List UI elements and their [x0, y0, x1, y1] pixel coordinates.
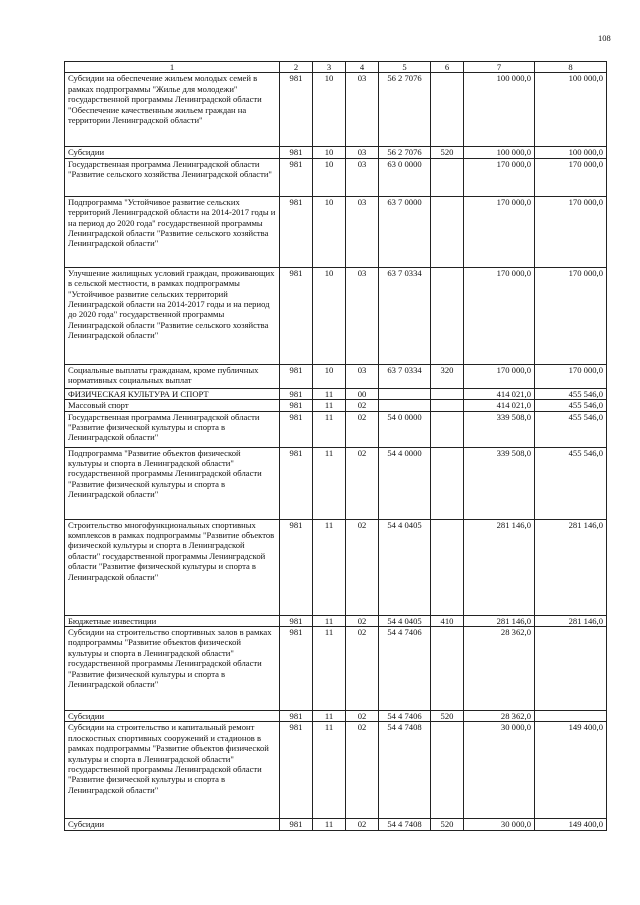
header-cell: 3 — [313, 62, 346, 73]
row-name: Социальные выплаты гражданам, кроме публичных нормативных социальных выплат — [65, 364, 280, 388]
header-row — [65, 62, 607, 73]
subsection-code: 02 — [346, 615, 379, 626]
row-name: Государственная программа Ленинградской области "Развитие физической культуры и спорта в Ленинградской области" — [65, 411, 280, 447]
ministry-code: 981 — [280, 267, 313, 364]
expense-kind-code — [431, 519, 464, 615]
section-code: 11 — [313, 411, 346, 447]
program-code: 63 0 0000 — [379, 158, 431, 196]
amount-year2 — [535, 627, 607, 711]
expense-kind-code: 320 — [431, 364, 464, 388]
ministry-code: 981 — [280, 411, 313, 447]
table-row — [65, 615, 607, 626]
expense-kind-code — [431, 388, 464, 399]
ministry-code: 981 — [280, 519, 313, 615]
amount-year2: 149 400,0 — [535, 722, 607, 819]
ministry-code: 981 — [280, 196, 313, 267]
section-code: 10 — [313, 158, 346, 196]
header-cell: 7 — [464, 62, 535, 73]
subsection-code: 02 — [346, 711, 379, 722]
section-code: 10 — [313, 147, 346, 158]
row-name: Строительство многофункциональных спортивных комплексов в рамках подпрограммы "Развитие объектов физической культуры и спорта в Ленинградской области" государственной программы Ленинградской области "Развитие физической культуры и спорта в Ленинградской области" — [65, 519, 280, 615]
subsection-code: 03 — [346, 364, 379, 388]
subsection-code: 00 — [346, 388, 379, 399]
amount-year2: 100 000,0 — [535, 73, 607, 147]
program-code: 54 4 7406 — [379, 711, 431, 722]
subsection-code: 03 — [346, 158, 379, 196]
amount-year1: 281 146,0 — [464, 615, 535, 626]
table-row — [65, 364, 607, 388]
expense-kind-code — [431, 400, 464, 411]
row-name: Улучшение жилищных условий граждан, проживающих в сельской местности, в рамках подпрограммы "Устойчивое развитие сельских территорий Ленинградской области на 2014-2017 годы и на период до 2020 года" государственной программы Ленинградской области "Развитие сельского хозяйства Ленинградской области" — [65, 267, 280, 364]
section-code: 10 — [313, 364, 346, 388]
section-code: 11 — [313, 400, 346, 411]
table-row — [65, 388, 607, 399]
program-code: 54 4 7406 — [379, 627, 431, 711]
table-row — [65, 711, 607, 722]
row-name: Подпрограмма "Развитие объектов физической культуры и спорта в Ленинградской области" государственной программы Ленинградской области "Развитие физической культуры и спорта в Ленинградской области" — [65, 447, 280, 519]
header-cell: 8 — [535, 62, 607, 73]
table-row — [65, 267, 607, 364]
header-cell: 5 — [379, 62, 431, 73]
program-code: 54 4 0405 — [379, 615, 431, 626]
table-row — [65, 147, 607, 158]
expense-kind-code — [431, 627, 464, 711]
table-row — [65, 411, 607, 447]
subsection-code: 03 — [346, 267, 379, 364]
amount-year2: 455 546,0 — [535, 388, 607, 399]
amount-year2: 170 000,0 — [535, 364, 607, 388]
program-code: 63 7 0334 — [379, 364, 431, 388]
ministry-code: 981 — [280, 388, 313, 399]
row-name: Субсидии на обеспечение жильем молодых семей в рамках подпрограммы "Жилье для молодежи" государственной программы Ленинградской области "Обеспечение качественным жильем граждан на территории Ленинградской области" — [65, 73, 280, 147]
amount-year2: 149 400,0 — [535, 819, 607, 830]
expense-kind-code — [431, 158, 464, 196]
amount-year1: 30 000,0 — [464, 722, 535, 819]
amount-year1: 170 000,0 — [464, 196, 535, 267]
expense-kind-code — [431, 411, 464, 447]
expense-kind-code — [431, 722, 464, 819]
header-cell: 4 — [346, 62, 379, 73]
amount-year2: 281 146,0 — [535, 519, 607, 615]
row-name: Субсидии на строительство спортивных залов в рамках подпрограммы "Развитие объектов физической культуры и спорта в Ленинградской области" государственной программы Ленинградской области "Развитие физической культуры и спорта в Ленинградской области" — [65, 627, 280, 711]
expense-kind-code: 520 — [431, 147, 464, 158]
program-code — [379, 400, 431, 411]
amount-year1: 100 000,0 — [464, 73, 535, 147]
ministry-code: 981 — [280, 400, 313, 411]
page-number: 108 — [598, 33, 611, 43]
subsection-code: 02 — [346, 519, 379, 615]
expense-kind-code: 410 — [431, 615, 464, 626]
amount-year1: 414 021,0 — [464, 388, 535, 399]
amount-year1: 100 000,0 — [464, 147, 535, 158]
subsection-code: 03 — [346, 196, 379, 267]
subsection-code: 02 — [346, 447, 379, 519]
section-code: 11 — [313, 388, 346, 399]
row-name: Подпрограмма "Устойчивое развитие сельских территорий Ленинградской области на 2014-2017 годы и на период до 2020 года" государственной программы Ленинградской области "Развитие сельского хозяйства Ленинградской области" — [65, 196, 280, 267]
section-code: 10 — [313, 267, 346, 364]
subsection-code: 02 — [346, 400, 379, 411]
row-name: Субсидии — [65, 711, 280, 722]
expense-kind-code — [431, 447, 464, 519]
program-code: 54 4 0405 — [379, 519, 431, 615]
section-code: 11 — [313, 519, 346, 615]
program-code: 54 0 0000 — [379, 411, 431, 447]
program-code: 63 7 0334 — [379, 267, 431, 364]
table-row — [65, 400, 607, 411]
amount-year1: 170 000,0 — [464, 267, 535, 364]
subsection-code: 02 — [346, 819, 379, 830]
table-row — [65, 722, 607, 819]
subsection-code: 02 — [346, 411, 379, 447]
table-row — [65, 73, 607, 147]
amount-year1: 170 000,0 — [464, 364, 535, 388]
amount-year2: 100 000,0 — [535, 147, 607, 158]
row-name: ФИЗИЧЕСКАЯ КУЛЬТУРА И СПОРТ — [65, 388, 280, 399]
section-code: 11 — [313, 447, 346, 519]
amount-year2: 281 146,0 — [535, 615, 607, 626]
amount-year2: 455 546,0 — [535, 400, 607, 411]
program-code — [379, 388, 431, 399]
table-row — [65, 158, 607, 196]
ministry-code: 981 — [280, 615, 313, 626]
ministry-code: 981 — [280, 158, 313, 196]
row-name: Субсидии на строительство и капитальный ремонт плоскостных спортивных сооружений и стадионов в рамках подпрограммы "Развитие объектов физической культуры и спорта в Ленинградской области" государственной программы Ленинградской области "Развитие физической культуры и спорта в Ленинградской области" — [65, 722, 280, 819]
subsection-code: 02 — [346, 722, 379, 819]
program-code: 54 4 7408 — [379, 722, 431, 819]
ministry-code: 981 — [280, 711, 313, 722]
header-cell: 6 — [431, 62, 464, 73]
amount-year2: 455 546,0 — [535, 411, 607, 447]
expense-kind-code: 520 — [431, 711, 464, 722]
section-code: 11 — [313, 819, 346, 830]
amount-year1: 28 362,0 — [464, 627, 535, 711]
amount-year1: 339 508,0 — [464, 411, 535, 447]
subsection-code: 03 — [346, 73, 379, 147]
budget-table — [64, 61, 607, 831]
ministry-code: 981 — [280, 447, 313, 519]
section-code: 11 — [313, 615, 346, 626]
row-name: Субсидии — [65, 819, 280, 830]
header-cell: 1 — [65, 62, 280, 73]
subsection-code: 02 — [346, 627, 379, 711]
program-code: 63 7 0000 — [379, 196, 431, 267]
program-code: 54 4 7408 — [379, 819, 431, 830]
expense-kind-code: 520 — [431, 819, 464, 830]
ministry-code: 981 — [280, 147, 313, 158]
section-code: 11 — [313, 722, 346, 819]
amount-year2: 170 000,0 — [535, 158, 607, 196]
amount-year2 — [535, 711, 607, 722]
expense-kind-code — [431, 73, 464, 147]
expense-kind-code — [431, 267, 464, 364]
amount-year1: 170 000,0 — [464, 158, 535, 196]
table-body — [65, 73, 607, 830]
ministry-code: 981 — [280, 627, 313, 711]
section-code: 10 — [313, 196, 346, 267]
expense-kind-code — [431, 196, 464, 267]
section-code: 10 — [313, 73, 346, 147]
amount-year1: 414 021,0 — [464, 400, 535, 411]
amount-year1: 30 000,0 — [464, 819, 535, 830]
ministry-code: 981 — [280, 819, 313, 830]
row-name: Массовый спорт — [65, 400, 280, 411]
row-name: Субсидии — [65, 147, 280, 158]
amount-year2: 170 000,0 — [535, 267, 607, 364]
amount-year1: 339 508,0 — [464, 447, 535, 519]
row-name: Бюджетные инвестиции — [65, 615, 280, 626]
ministry-code: 981 — [280, 73, 313, 147]
subsection-code: 03 — [346, 147, 379, 158]
table-row — [65, 627, 607, 711]
section-code: 11 — [313, 711, 346, 722]
program-code: 56 2 7076 — [379, 73, 431, 147]
amount-year2: 455 546,0 — [535, 447, 607, 519]
program-code: 54 4 0000 — [379, 447, 431, 519]
table-row — [65, 447, 607, 519]
row-name: Государственная программа Ленинградской области "Развитие сельского хозяйства Ленинградской области" — [65, 158, 280, 196]
amount-year2: 170 000,0 — [535, 196, 607, 267]
header-cell: 2 — [280, 62, 313, 73]
amount-year1: 28 362,0 — [464, 711, 535, 722]
amount-year1: 281 146,0 — [464, 519, 535, 615]
table-row — [65, 819, 607, 830]
section-code: 11 — [313, 627, 346, 711]
ministry-code: 981 — [280, 364, 313, 388]
table-row — [65, 519, 607, 615]
table-row — [65, 196, 607, 267]
ministry-code: 981 — [280, 722, 313, 819]
program-code: 56 2 7076 — [379, 147, 431, 158]
